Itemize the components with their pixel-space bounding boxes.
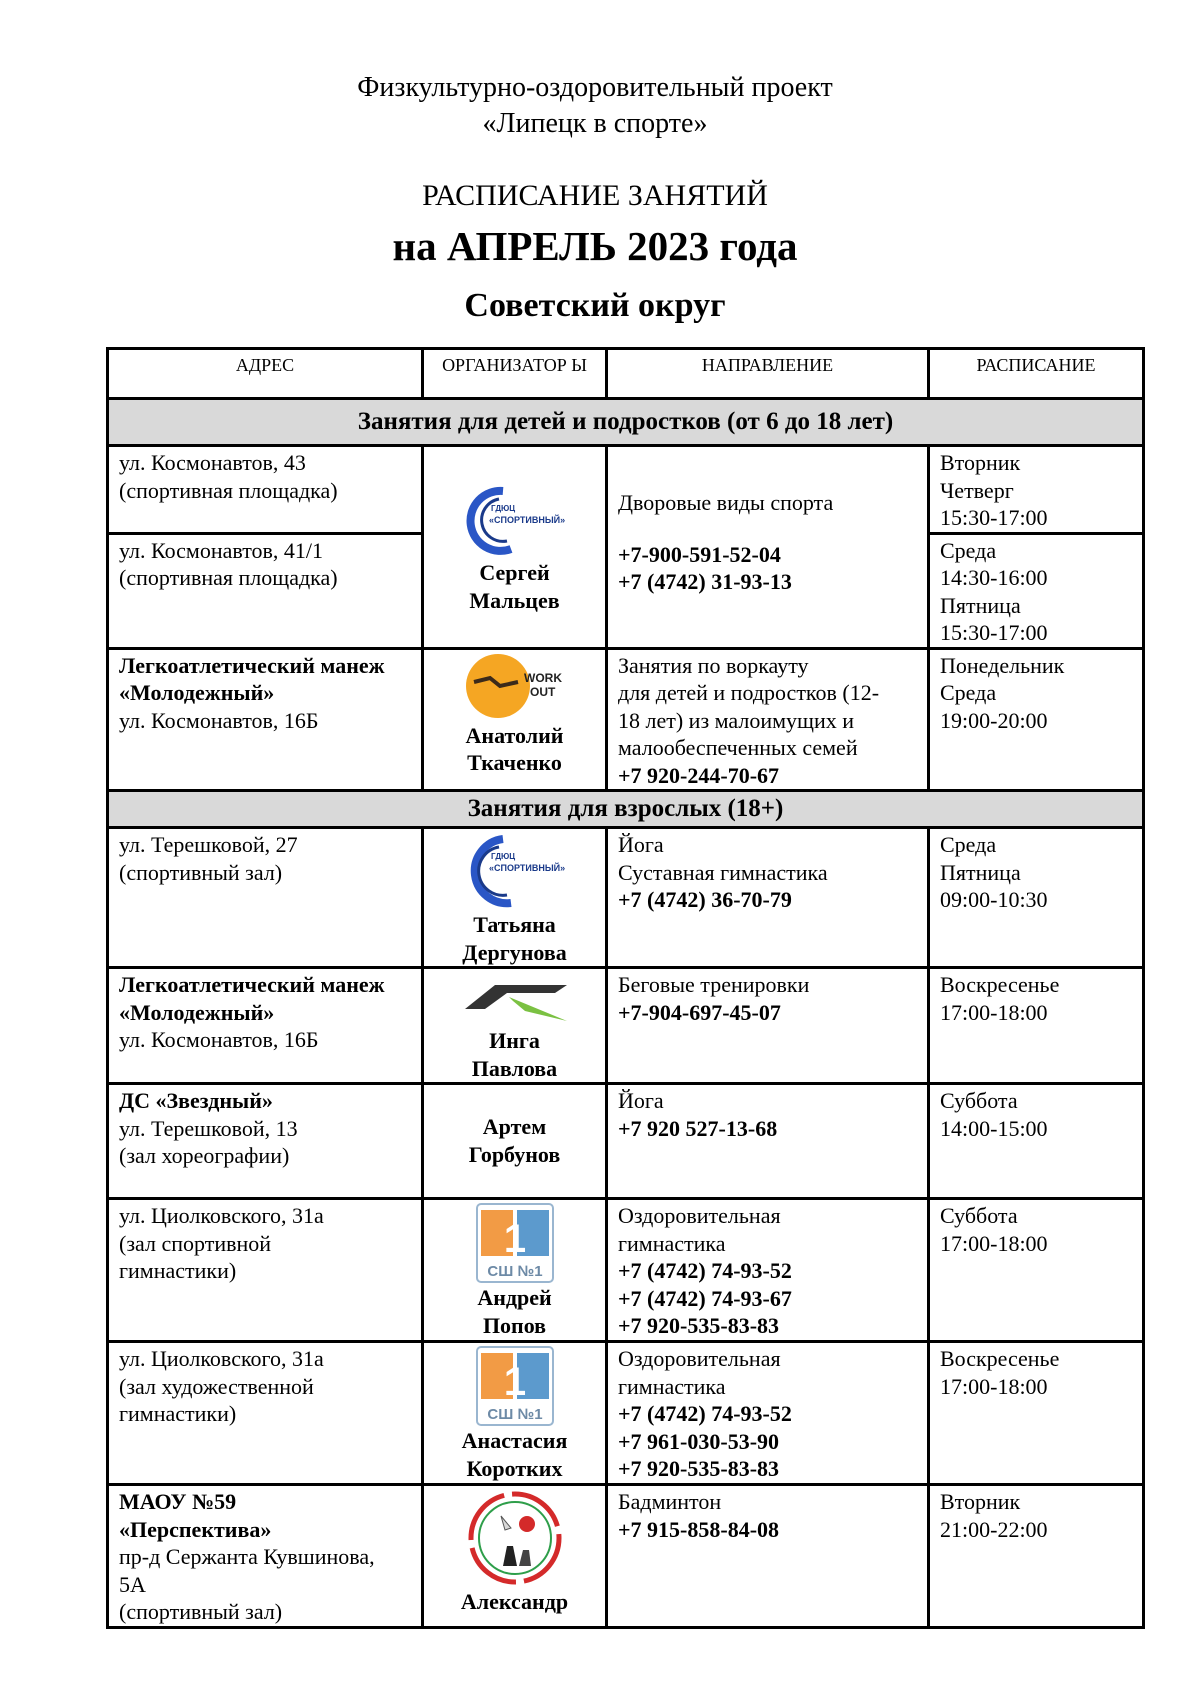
section-title-children: Занятия для детей и подростков (от 6 до 18 лет) (108, 399, 1144, 446)
direction-line: малообеспеченных семей (618, 735, 858, 760)
schedule-line: 15:30-17:00 (940, 620, 1048, 645)
address-cell (108, 1199, 423, 1342)
address-cell (108, 648, 423, 791)
schedule-line: Среда (940, 537, 997, 563)
organizer-name: Попов (482, 1312, 547, 1338)
address-line: ул. Космонавтов, 16Б (119, 1027, 319, 1052)
phone: +7 920-535-83-83 (618, 1313, 780, 1338)
address-line: ДС «Звездный» (119, 1088, 273, 1113)
column-header-schedule: РАСПИСАНИЕ (929, 349, 1144, 399)
address-line: «Перспектива» (119, 1516, 272, 1542)
direction-cell (607, 968, 929, 1084)
direction-cell (607, 1342, 929, 1485)
direction-cell (607, 446, 929, 649)
address-line: ул. Циолковского, 31а (119, 1203, 324, 1228)
logo-text: ГДЮЦ (490, 852, 515, 861)
schedule-line: 19:00-20:00 (940, 707, 1048, 733)
table-row (108, 968, 1144, 1084)
phone: +7 (4742) 74-93-52 (618, 1258, 792, 1283)
schedule-line: 17:00-18:00 (940, 999, 1048, 1025)
direction-line: гимнастика (618, 1373, 726, 1399)
table-row (108, 648, 1144, 791)
phone: +7 (4742) 36-70-79 (618, 887, 792, 912)
phone: +7 (4742) 31-93-13 (618, 569, 792, 594)
logo-text: СШ №1 (486, 1406, 543, 1423)
address-line: ул. Циолковского, 31а (119, 1346, 324, 1371)
address-line: ул. Космонавтов, 43 (119, 450, 306, 475)
direction-line: Суставная гимнастика (618, 859, 828, 885)
address-cell (108, 968, 423, 1084)
organizer-cell (423, 968, 607, 1084)
organizer-cell (423, 1084, 607, 1199)
address-line: гимнастики) (119, 1258, 237, 1283)
schedule-line: Суббота (940, 1203, 1018, 1228)
project-line-1: Физкультурно-оздоровительный проект (357, 72, 833, 103)
direction-line: Оздоровительная (618, 1346, 781, 1371)
address-cell (108, 828, 423, 968)
address-line: ул. Терешковой, 13 (119, 1115, 298, 1141)
logo-text: «СПОРТИВНЫЙ» (488, 863, 565, 873)
phone: +7 915-858-84-08 (618, 1516, 780, 1542)
schedule-line: Пятница (940, 592, 1021, 618)
phone: +7 920-535-83-83 (618, 1456, 780, 1481)
schedule-line: 17:00-18:00 (940, 1230, 1048, 1256)
direction-cell (607, 1084, 929, 1199)
address-line: пр-д Сержанта Кувшинова, (119, 1544, 375, 1569)
phone: +7-900-591-52-04 (618, 541, 781, 567)
address-cell (108, 1084, 423, 1199)
address-line: ул. Космонавтов, 41/1 (119, 537, 324, 563)
organizer-name: Горбунов (468, 1141, 561, 1167)
address-line: (спортивный зал) (119, 1599, 283, 1624)
address-cell (108, 533, 423, 648)
schedule-cell (929, 1084, 1144, 1199)
address-line: Легкоатлетический манеж (119, 972, 385, 997)
schedule-line: 14:30-16:00 (940, 565, 1048, 590)
schedule-cell (929, 1199, 1144, 1342)
direction-cell (607, 648, 929, 791)
table-row (108, 1485, 1144, 1628)
schedule-cell (929, 968, 1144, 1084)
organizer-name: Андрей (477, 1285, 552, 1310)
table-row (108, 1084, 1144, 1199)
organizer-name: Инга (489, 1028, 540, 1053)
direction-line: Йога (618, 1088, 664, 1113)
address-line: (зал хореографии) (119, 1143, 290, 1168)
svg-text:1: 1 (503, 1217, 526, 1261)
direction-line: Занятия по воркауту (618, 652, 809, 678)
organizer-name: Татьяна (473, 912, 556, 937)
direction-line: для детей и подростков (12- (618, 680, 880, 705)
sh1-logo-icon (473, 1345, 557, 1427)
schedule-line: 15:30-17:00 (940, 505, 1048, 530)
direction-line: Оздоровительная (618, 1203, 781, 1228)
schedule-cell (929, 533, 1144, 648)
organizer-cell (423, 648, 607, 791)
phone: +7 (4742) 74-93-52 (618, 1401, 792, 1426)
sport-emblem-icon (465, 1488, 565, 1588)
address-line: (спортивный зал) (119, 859, 283, 885)
schedule-line: Среда (940, 680, 997, 705)
organizer-name: Дергунова (462, 939, 567, 965)
address-line: (спортивная площадка) (119, 477, 338, 503)
logo-text: ГДЮЦ (490, 504, 515, 514)
schedule-line: Воскресенье (940, 1346, 1060, 1371)
direction-line: Йога (618, 832, 664, 857)
organizer-name: Александр (460, 1589, 569, 1614)
project-line-2: «Липецк в спорте» (482, 108, 708, 139)
address-line: (зал художественной (119, 1373, 314, 1399)
schedule-line: Вторник (940, 450, 1021, 475)
schedule-line: Воскресенье (940, 972, 1060, 997)
sh1-logo-icon (473, 1202, 557, 1284)
section-title-adults: Занятия для взрослых (18+) (108, 791, 1144, 828)
schedule-cell (929, 1342, 1144, 1485)
table-row (108, 1199, 1144, 1342)
organizer-name: Коротких (466, 1455, 563, 1481)
address-cell (108, 1342, 423, 1485)
address-line: МАОУ №59 (119, 1489, 237, 1514)
address-line: ул. Терешковой, 27 (119, 832, 298, 857)
address-cell (108, 1485, 423, 1628)
table-row (108, 828, 1144, 968)
schedule-cell (929, 648, 1144, 791)
address-line: (спортивная площадка) (119, 565, 338, 590)
schedule-line: 14:00-15:00 (940, 1115, 1048, 1141)
direction-line: 18 лет) из малоимущих и (618, 707, 855, 733)
organizer-name: Ткаченко (467, 750, 562, 775)
schedule-line: Вторник (940, 1489, 1021, 1514)
organizer-name: Артем (482, 1114, 547, 1139)
schedule-line: 17:00-18:00 (940, 1373, 1048, 1399)
table-row (108, 1342, 1144, 1485)
column-header-address: АДРЕС (108, 349, 423, 399)
table-row (108, 446, 1144, 534)
schedule-title: РАСПИСАНИЕ ЗАНЯТИЙ (422, 179, 768, 212)
section-row-children (108, 399, 1144, 446)
logo-text: «СПОРТИВНЫЙ» (488, 515, 565, 526)
phone: +7 961-030-53-90 (618, 1428, 780, 1454)
organizer-cell (423, 828, 607, 968)
address-line: ул. Космонавтов, 16Б (119, 707, 319, 733)
organizer-cell (423, 1199, 607, 1342)
schedule-period: на АПРЕЛЬ 2023 года (392, 223, 798, 269)
schedule-line: Четверг (940, 477, 1014, 503)
organizer-name: Анастасия (461, 1428, 568, 1453)
organizer-cell (423, 1485, 607, 1628)
address-line: «Молодежный» (119, 999, 275, 1025)
address-line: гимнастики) (119, 1401, 237, 1426)
direction-line: Дворовые виды спорта (618, 490, 834, 515)
organizer-name: Мальцев (469, 587, 560, 613)
logo-text: OUT (529, 684, 555, 699)
organizer-cell (423, 446, 607, 649)
direction-cell (607, 828, 929, 968)
direction-cell (607, 1199, 929, 1342)
direction-line: гимнастика (618, 1230, 726, 1256)
column-header-organizers: ОРГАНИЗАТОР Ы (423, 349, 607, 399)
phone: +7-904-697-45-07 (618, 999, 781, 1025)
running-logo-icon (455, 971, 575, 1027)
column-header-direction: НАПРАВЛЕНИЕ (607, 349, 929, 399)
schedule-line: Пятница (940, 859, 1021, 885)
schedule-line: Среда (940, 832, 997, 857)
schedule-line: 09:00-10:30 (940, 887, 1048, 912)
schedule-cell (929, 1485, 1144, 1628)
logo-text: СШ №1 (486, 1263, 543, 1280)
schedule-line: Понедельник (940, 652, 1065, 678)
address-line: 5А (119, 1571, 146, 1597)
logo-text: WORK (523, 670, 562, 685)
project-header (0, 70, 1190, 142)
svg-text:1: 1 (503, 1360, 526, 1404)
direction-line: Бадминтон (618, 1489, 722, 1514)
schedule-line: Суббота (940, 1088, 1018, 1113)
schedule-line: 21:00-22:00 (940, 1516, 1048, 1542)
schedule-cell (929, 446, 1144, 534)
address-line: Легкоатлетический манеж (119, 652, 385, 678)
table-header-row (108, 349, 1144, 399)
organizer-name: Павлова (471, 1055, 558, 1081)
phone: +7 920-244-70-67 (618, 762, 780, 788)
schedule-table (106, 347, 1145, 1629)
address-line: «Молодежный» (119, 680, 275, 705)
address-line: (зал спортивной (119, 1230, 272, 1256)
organizer-cell (423, 1342, 607, 1485)
organizer-name: Сергей (479, 560, 550, 586)
organizer-name: Анатолий (465, 722, 564, 748)
sportivny-logo-icon (455, 831, 575, 911)
district-title: Советский округ (464, 287, 726, 324)
phone: +7 920 527-13-68 (618, 1115, 778, 1141)
address-cell (108, 446, 423, 534)
sportivny-logo-icon (455, 481, 575, 559)
schedule-cell (929, 828, 1144, 968)
workout-logo-icon (460, 652, 570, 722)
section-row-adults (108, 791, 1144, 828)
phone: +7 (4742) 74-93-67 (618, 1285, 792, 1311)
direction-cell (607, 1485, 929, 1628)
direction-line: Беговые тренировки (618, 972, 810, 997)
